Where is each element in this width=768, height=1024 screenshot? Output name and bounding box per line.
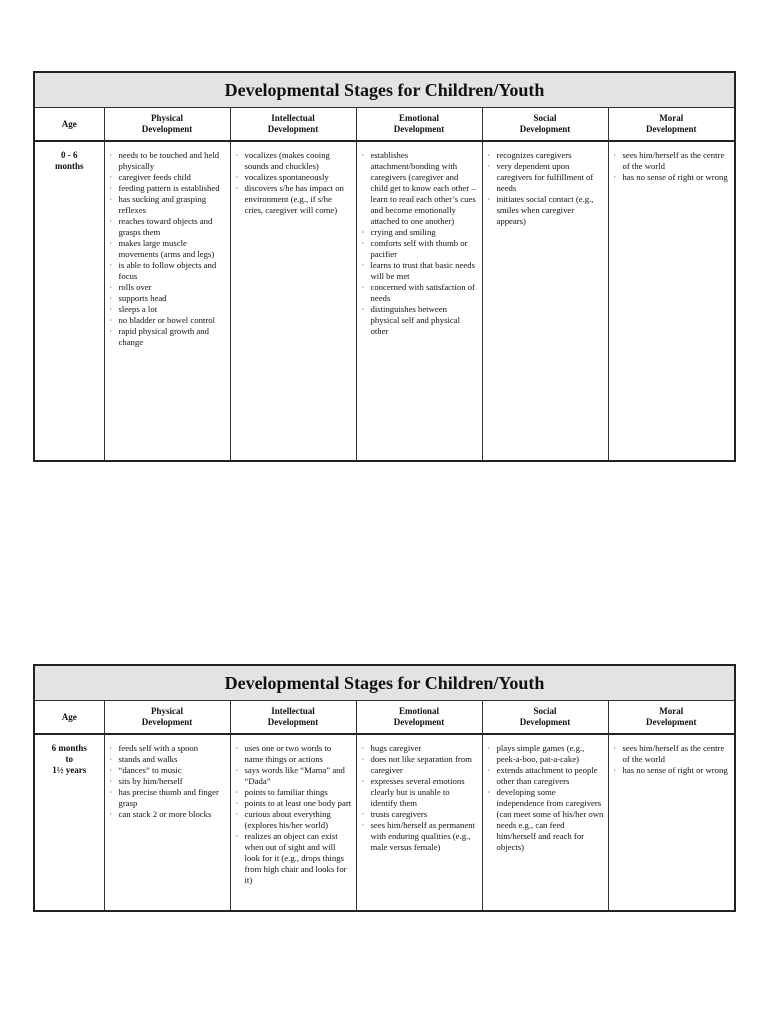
bullet-icon: · [613,766,617,775]
list-item [109,238,226,260]
bullet-icon: · [109,755,113,764]
bullet-icon: · [235,173,239,182]
list-item [361,304,478,337]
list-item [235,809,352,831]
list-item [109,150,226,172]
list-item [613,743,731,765]
bullet-icon: · [361,755,365,764]
bullet-icon: · [109,283,113,292]
bullet-icon: · [487,744,491,753]
cell-physical [104,141,230,461]
column-header-social: Social Development [482,701,608,735]
list-item-text: rapid physical growth and change [118,326,209,347]
bullet-icon: · [235,766,239,775]
bullet-icon: · [487,162,491,171]
list-item [109,776,226,787]
bullet-icon: · [487,788,491,797]
list-item-text: feeding pattern is established [118,183,220,193]
column-header-intellectual: Intellectual Development [230,108,356,142]
list-item-text: vocalizes spontaneously [244,172,329,182]
list-item [613,150,731,172]
list-item [109,260,226,282]
list-item-text: hugs caregiver [370,743,422,753]
list-item [361,282,478,304]
list-item-text: learns to trust that basic needs will be met [370,260,475,281]
cell-intellectual [230,141,356,461]
bullet-icon: · [361,821,365,830]
cell-moral [608,141,735,461]
list-item-text: sees him/herself as the centre of the world [622,743,725,764]
list-item-text: extends attachment to people other than caregivers [496,765,598,786]
bullet-icon: · [109,305,113,314]
list-item [235,765,352,787]
cell-social [482,734,608,911]
list-item [109,326,226,348]
list-item [235,831,352,886]
list-intellectual [231,142,356,220]
bullet-icon: · [109,316,113,325]
list-item [235,150,352,172]
bullet-icon: · [235,832,239,841]
list-item-text: developing some independence from caregivers (can meet some of his/her own needs e.g., can feed him/herself and reach for objects) [496,787,604,852]
column-header-moral: Moral Development [608,701,735,735]
list-item-text: curious about everything (explores his/her world) [244,809,331,830]
list-item [487,787,604,853]
bullet-icon: · [361,777,365,786]
list-item-text: feeds self with a spoon [118,743,199,753]
bullet-icon: · [361,744,365,753]
bullet-icon: · [109,173,113,182]
list-item [109,216,226,238]
cell-emotional [356,141,482,461]
bullet-icon: · [361,151,365,160]
list-intellectual [231,735,356,890]
bullet-icon: · [109,217,113,226]
list-item [361,238,478,260]
list-item-text: recognizes caregivers [496,150,572,160]
list-item [109,809,226,820]
list-item-text: establishes attachment/bonding with caregivers (caregiver and child get to know each other – learn to read each other’s cues and become emotionally attached to one another) [370,150,476,226]
list-item-text: plays simple games (e.g., peek-a-boo, pat-a-cake) [496,743,585,764]
list-item [235,172,352,183]
list-item [109,172,226,183]
list-item [235,798,352,809]
list-item [235,787,352,798]
list-item-text: sleeps a lot [118,304,158,314]
bullet-icon: · [487,195,491,204]
age-range: 6 months to 1½ years [34,734,104,911]
bullet-icon: · [109,810,113,819]
bullet-icon: · [235,810,239,819]
bullet-icon: · [109,766,113,775]
list-item-text: very dependent upon caregivers for fulfillment of needs [496,161,594,193]
bullet-icon: · [235,788,239,797]
list-item-text: no bladder or bowel control [118,315,215,325]
bullet-icon: · [361,305,365,314]
bullet-icon: · [109,195,113,204]
list-item-text: is able to follow objects and focus [118,260,217,281]
bullet-icon: · [361,261,365,270]
bullet-icon: · [109,151,113,160]
dev-stages-table-2 [33,664,736,912]
column-header-physical: Physical Development [104,701,230,735]
list-item-text: concerned with satisfaction of needs [370,282,475,303]
list-item-text: sees him/herself as permanent with enduring qualities (e.g., male versus female) [370,820,475,852]
age-range: 0 - 6 months [34,141,104,461]
list-item [361,820,478,853]
list-item-text: trusts caregivers [370,809,428,819]
list-item-text: caregiver feeds child [118,172,191,182]
bullet-icon: · [613,744,617,753]
cell-emotional [356,734,482,911]
list-item [109,765,226,776]
list-physical [105,142,230,352]
list-item-text: has no sense of right or wrong [622,172,728,182]
list-item [487,194,604,227]
list-item-text: has precise thumb and finger grasp [118,787,219,808]
list-item [109,315,226,326]
list-social [483,142,608,231]
list-item-text: needs to be touched and held physically [118,150,220,171]
column-header-moral: Moral Development [608,108,735,142]
cell-social [482,141,608,461]
bullet-icon: · [109,327,113,336]
list-item-text: “dances” to music [118,765,182,775]
list-item [361,260,478,282]
list-item [109,787,226,809]
list-item-text: points to familiar things [244,787,328,797]
list-item [487,765,604,787]
bullet-icon: · [361,228,365,237]
list-item-text: uses one or two words to name things or actions [244,743,332,764]
cell-moral [608,734,735,911]
list-item-text: stands and walks [118,754,178,764]
list-item-text: realizes an object can exist when out of sight and will look for it (e.g., drops things from high chair and looks for it) [244,831,347,885]
column-header-age: Age [34,701,104,735]
cell-intellectual [230,734,356,911]
column-header-intellectual: Intellectual Development [230,701,356,735]
list-item-text: expresses several emotions clearly but is unable to identify them [370,776,465,808]
list-item-text: vocalizes (makes cooing sounds and chuckles) [244,150,330,171]
bullet-icon: · [487,766,491,775]
list-item-text: supports head [118,293,167,303]
column-header-physical: Physical Development [104,108,230,142]
table-title: Developmental Stages for Children/Youth [34,665,735,701]
bullet-icon: · [361,810,365,819]
list-moral [609,142,735,187]
list-item [361,227,478,238]
list-item [361,809,478,820]
list-item-text: has no sense of right or wrong [622,765,728,775]
list-item-text: rolls over [118,282,152,292]
list-item [613,172,731,183]
list-item [109,194,226,216]
list-item [613,765,731,776]
list-item-text: makes large muscle movements (arms and legs) [118,238,215,259]
list-item-text: crying and smiling [370,227,436,237]
bullet-icon: · [109,184,113,193]
list-item-text: discovers s/he has impact on environment (e.g., if s/he cries, caregiver will come) [244,183,344,215]
list-item [109,293,226,304]
list-item [109,743,226,754]
list-item [487,150,604,161]
list-item [487,743,604,765]
column-header-emotional: Emotional Development [356,108,482,142]
bullet-icon: · [109,744,113,753]
bullet-icon: · [361,283,365,292]
list-item [487,161,604,194]
list-emotional [357,735,482,857]
column-header-age: Age [34,108,104,142]
list-item-text: has sucking and grasping reflexes [118,194,207,215]
bullet-icon: · [613,173,617,182]
list-item-text: distinguishes between physical self and physical other [370,304,461,336]
table-title: Developmental Stages for Children/Youth [34,72,735,108]
list-item-text: says words like “Mama” and “Dada” [244,765,345,786]
list-item-text: sits by him/herself [118,776,183,786]
list-item [109,183,226,194]
bullet-icon: · [109,239,113,248]
bullet-icon: · [109,777,113,786]
column-header-social: Social Development [482,108,608,142]
list-item [235,183,352,216]
bullet-icon: · [235,151,239,160]
list-item [235,743,352,765]
bullet-icon: · [235,799,239,808]
list-item-text: initiates social contact (e.g., smiles when caregiver appears) [496,194,594,226]
bullet-icon: · [613,151,617,160]
dev-stages-table-1 [33,71,736,462]
list-item-text: comforts self with thumb or pacifier [370,238,468,259]
bullet-icon: · [235,184,239,193]
bullet-icon: · [109,788,113,797]
list-moral [609,735,735,780]
column-header-emotional: Emotional Development [356,701,482,735]
list-item [109,304,226,315]
list-physical [105,735,230,824]
list-item [109,754,226,765]
bullet-icon: · [109,294,113,303]
bullet-icon: · [109,261,113,270]
list-item-text: can stack 2 or more blocks [118,809,212,819]
list-item [361,754,478,776]
list-item [109,282,226,293]
list-social [483,735,608,857]
bullet-icon: · [361,239,365,248]
list-emotional [357,142,482,341]
bullet-icon: · [235,744,239,753]
list-item [361,150,478,227]
cell-physical [104,734,230,911]
list-item-text: reaches toward objects and grasps them [118,216,213,237]
list-item-text: sees him/herself as the centre of the world [622,150,725,171]
list-item [361,743,478,754]
bullet-icon: · [487,151,491,160]
list-item [361,776,478,809]
list-item-text: does not like separation from caregiver [370,754,472,775]
list-item-text: points to at least one body part [244,798,352,808]
